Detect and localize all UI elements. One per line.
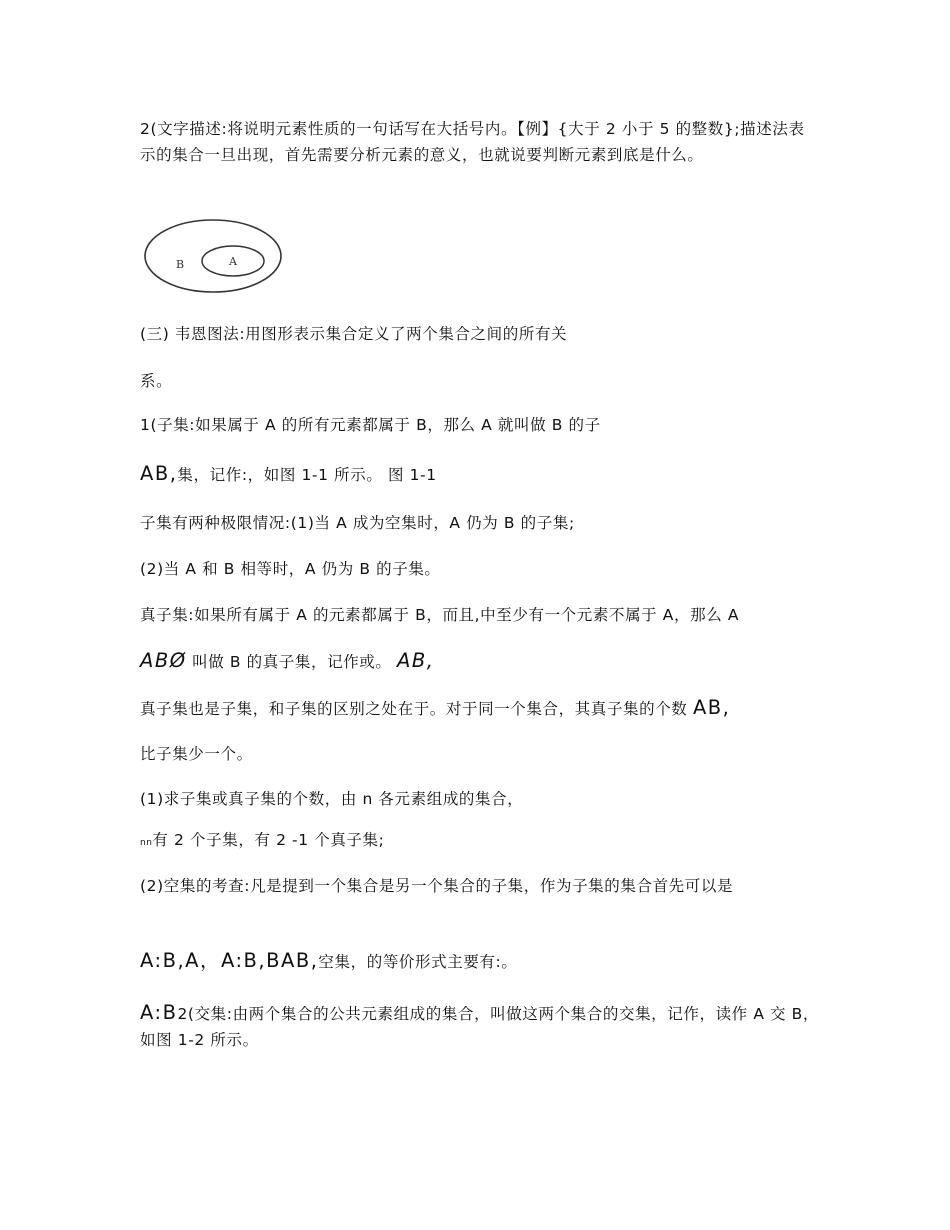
subset-count-formula-text: 有 2 个子集，有 2 -1 个真子集;: [152, 831, 385, 849]
proper-subset-difference: [140, 695, 820, 722]
math-a-b-2: AB,: [692, 696, 731, 719]
proper-subset-notation-text: 叫做 B 的真子集，记作或。: [186, 653, 398, 671]
equivalent-forms-line: [140, 948, 820, 975]
math-a-b-italic: AB,: [397, 649, 435, 672]
venn-diagram-figure: [142, 218, 284, 300]
proper-subset-notation-line: [140, 648, 820, 675]
subset-limit-case-1: 子集有两种极限情况:(1)当 A 成为空集时，A 仍为 B 的子集;: [140, 514, 575, 532]
math-a-b: AB,: [140, 462, 178, 485]
intersection-definition-text: 2(交集:由两个集合的公共元素组成的集合，叫做这两个集合的交集，记作，读作 A 交 B，如图 1-2 所示。: [140, 1005, 820, 1049]
venn-label-b: B: [176, 258, 185, 271]
empty-set-item-2: (2)空集的考查:凡是提到一个集合是另一个集合的子集，作为子集的集合首先可以是: [140, 877, 734, 895]
subset-definition: 1(子集:如果属于 A 的所有元素都属于 B，那么 A 就叫做 B 的子: [140, 416, 601, 434]
proper-subset-count-note: 比子集少一个。: [140, 745, 253, 763]
venn-label-a: A: [229, 255, 238, 268]
superscript-n-n: nn: [140, 838, 153, 848]
subset-count-item-1: (1)求子集或真子集的个数，由 n 各元素组成的集合，: [140, 790, 524, 808]
proper-subset-definition: 真子集:如果所有属于 A 的元素都属于 B，而且,中至少有一个元素不属于 A，那么 A: [140, 606, 740, 624]
subset-notation-line: [140, 461, 820, 488]
proper-subset-difference-text: 真子集也是子集，和子集的区别之处在于。对于同一个集合，其真子集的个数: [140, 700, 693, 718]
subset-limit-case-2: (2)当 A 和 B 相等时，A 仍为 B 的子集。: [140, 560, 441, 578]
subset-count-formula: [140, 827, 820, 856]
math-a-b-empty: ABØ: [140, 649, 187, 672]
heading-venn-method: (三) 韦恩图法:用图形表示集合定义了两个集合之间的所有关: [140, 325, 568, 343]
math-a-b-3: A:B: [140, 1001, 178, 1024]
math-equivalent-forms: A:B,A，A:B,BAB,: [140, 949, 319, 972]
equivalent-forms-text: 空集，的等价形式主要有:。: [318, 953, 518, 971]
intersection-definition: [140, 1000, 820, 1053]
heading-venn-method-cont: 系。: [140, 372, 173, 390]
venn-outer-set-b: [145, 220, 281, 292]
subset-notation-text: 集，记作:，如图 1-1 所示。 图 1-1: [177, 466, 437, 484]
paragraph-description-method: 2(文字描述:将说明元素性质的一句话写在大括号内。【例】{大于 2 小于 5 的整数};描述法表示的集合一旦出现，首先需要分析元素的意义，也就说要判断元素到底是什么。: [140, 120, 805, 164]
